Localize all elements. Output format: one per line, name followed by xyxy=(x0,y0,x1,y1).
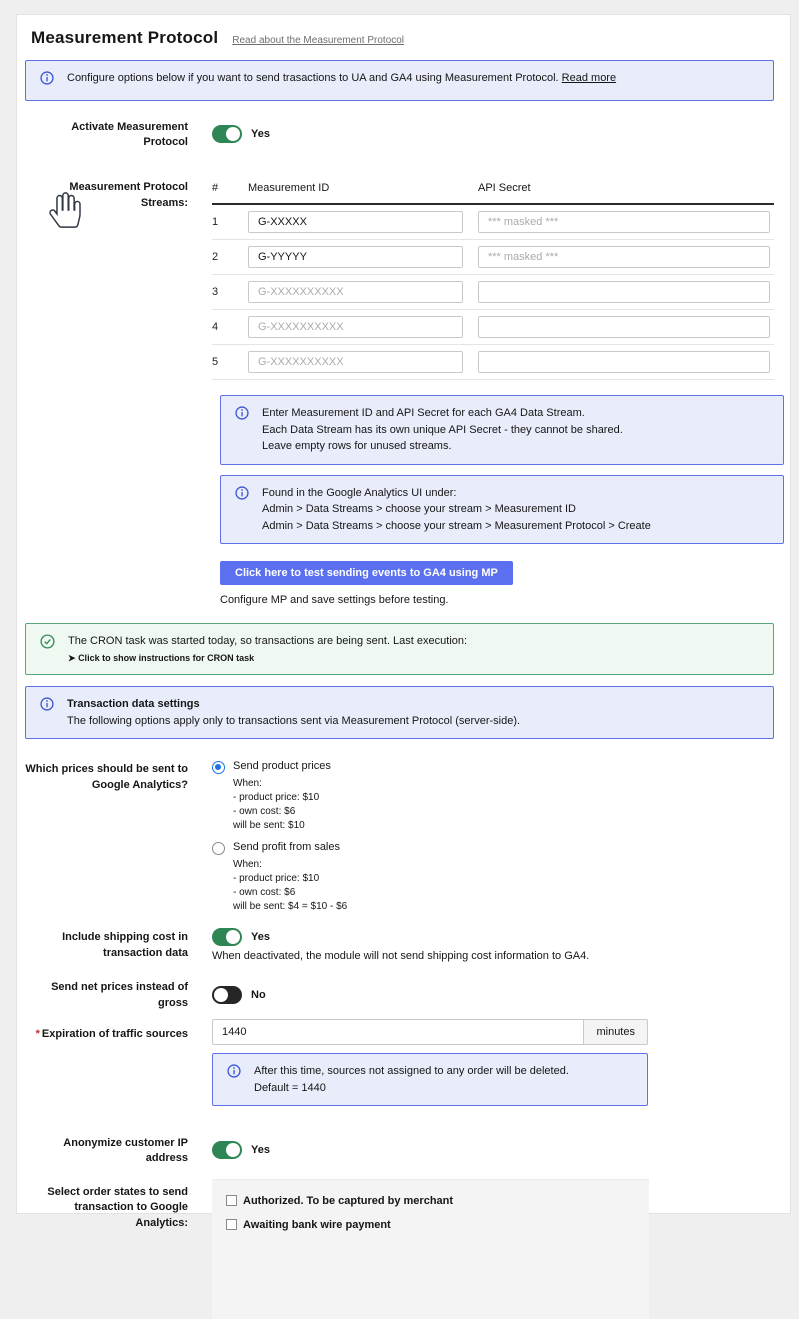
table-row xyxy=(212,204,774,240)
measurement-protocol-panel xyxy=(16,14,791,1231)
shipping-help: When deactivated, the module will not send shipping cost information to GA4. xyxy=(212,950,590,963)
activate-state: Yes xyxy=(251,127,270,140)
test-note: Configure MP and save settings before testing. xyxy=(220,594,449,607)
radio-details: When: - product price: $10 - own cost: $6 will be sent: $10 xyxy=(233,778,320,832)
net-prices-row xyxy=(25,978,774,1011)
col-header-num: # xyxy=(212,178,248,204)
streams-info-line1: Enter Measurement ID and API Secret for each GA4 Data Stream. xyxy=(262,407,585,420)
api-secret-input-4[interactable] xyxy=(478,316,770,338)
ga-ui-info-line3: Admin > Data Streams > choose your stream > Measurement Protocol > Create xyxy=(262,519,651,532)
streams-label: Measurement Protocol Streams: xyxy=(69,181,188,209)
radio-option-profit[interactable] xyxy=(212,841,774,855)
streams-info-line3: Leave empty rows for unused streams. xyxy=(262,440,452,453)
top-info-text: Configure options below if you want to send trasactions to UA and GA4 using Measurement Protocol. xyxy=(67,72,559,84)
toggle-knob xyxy=(226,1143,240,1157)
measurement-id-input-4[interactable] xyxy=(248,316,463,338)
streams-info-alert xyxy=(220,395,784,465)
api-secret-input-2[interactable] xyxy=(478,246,770,268)
row-number: 5 xyxy=(212,345,248,380)
page-title: Measurement Protocol xyxy=(31,28,219,47)
checkbox[interactable] xyxy=(226,1195,237,1206)
order-states-label: Select order states to send transaction to Google Analytics: xyxy=(47,1185,188,1229)
net-prices-state: No xyxy=(251,988,266,1001)
toggle-knob xyxy=(226,127,240,141)
toggle-knob xyxy=(226,930,240,944)
info-icon xyxy=(235,486,249,535)
shipping-label: Include shipping cost in transaction data xyxy=(62,931,188,959)
checkbox-label: Authorized. To be captured by merchant xyxy=(243,1194,454,1207)
anonymize-state: Yes xyxy=(251,1144,270,1157)
transaction-settings-title: Transaction data settings xyxy=(67,698,200,711)
radio-option-product-prices[interactable] xyxy=(212,760,774,774)
expiration-input-group xyxy=(212,1019,648,1045)
read-about-link[interactable]: Read about the Measurement Protocol xyxy=(232,35,405,46)
expiration-input[interactable] xyxy=(212,1019,584,1045)
test-mp-button[interactable]: Click here to test sending events to GA4 using MP xyxy=(220,561,513,585)
shipping-row xyxy=(25,928,774,962)
shipping-state: Yes xyxy=(251,931,270,944)
radio-button[interactable] xyxy=(212,761,225,774)
row-number: 2 xyxy=(212,240,248,275)
activate-toggle[interactable] xyxy=(212,125,242,143)
row-number: 3 xyxy=(212,275,248,310)
read-more-link[interactable]: Read more xyxy=(561,72,617,84)
streams-row xyxy=(25,178,774,380)
table-row xyxy=(212,310,774,345)
prices-label: Which prices should be sent to Google Analytics? xyxy=(25,763,188,791)
info-icon xyxy=(235,406,249,455)
expiration-info-line2: Default = 1440 xyxy=(254,1081,326,1094)
streams-info-line2: Each Data Stream has its own unique API Secret - they cannot be shared. xyxy=(262,423,623,436)
toggle-knob xyxy=(214,988,228,1002)
transaction-settings-alert xyxy=(25,686,774,739)
cron-status-alert xyxy=(25,623,774,675)
measurement-id-input-5[interactable] xyxy=(248,351,463,373)
streams-table xyxy=(212,178,774,380)
expiration-unit: minutes xyxy=(584,1019,648,1045)
radio-button[interactable] xyxy=(212,842,225,855)
table-row xyxy=(212,275,774,310)
order-state-option-bankwire[interactable] xyxy=(226,1219,635,1231)
info-icon xyxy=(40,71,54,91)
anonymize-toggle[interactable] xyxy=(212,1141,242,1159)
check-circle-icon xyxy=(40,634,55,665)
expiration-info-line1: After this time, sources not assigned to any order will be deleted. xyxy=(254,1065,569,1078)
anonymize-row xyxy=(25,1134,774,1167)
col-header-secret: API Secret xyxy=(478,178,774,204)
api-secret-input-1[interactable] xyxy=(478,211,770,233)
order-states-row xyxy=(25,1179,774,1319)
expiration-info-alert xyxy=(212,1053,648,1106)
measurement-id-input-2[interactable] xyxy=(248,246,463,268)
row-number: 1 xyxy=(212,204,248,240)
shipping-toggle[interactable] xyxy=(212,928,242,946)
activate-row xyxy=(25,118,774,151)
ga-ui-info-alert xyxy=(220,475,784,545)
prices-row xyxy=(25,760,774,914)
table-row xyxy=(212,240,774,275)
top-info-alert xyxy=(25,60,774,101)
checkbox[interactable] xyxy=(226,1219,237,1230)
measurement-id-input-1[interactable] xyxy=(248,211,463,233)
radio-details: When: - product price: $10 - own cost: $6 will be sent: $4 = $10 - $6 xyxy=(233,859,348,913)
ga-ui-info-line1: Found in the Google Analytics UI under: xyxy=(262,486,457,499)
row-number: 4 xyxy=(212,310,248,345)
api-secret-input-5[interactable] xyxy=(478,351,770,373)
expiration-label: * Expiration of traffic sources xyxy=(35,1028,188,1041)
transaction-settings-body: The following options apply only to transactions sent via Measurement Protocol (server-side). xyxy=(67,714,521,727)
info-icon xyxy=(227,1064,241,1096)
cron-instructions-link[interactable]: ➤ Click to show instructions for CRON task xyxy=(68,652,255,663)
required-asterisk: * xyxy=(35,1028,40,1041)
net-prices-toggle[interactable] xyxy=(212,986,242,1004)
ga-ui-info-line2: Admin > Data Streams > choose your stream > Measurement ID xyxy=(262,503,576,516)
order-state-option-authorized[interactable] xyxy=(226,1195,635,1207)
info-icon xyxy=(40,697,54,729)
arrow-icon: ➤ xyxy=(68,652,76,663)
col-header-id: Measurement ID xyxy=(248,178,478,204)
page-header xyxy=(31,28,774,48)
expiration-row xyxy=(25,1019,774,1106)
cron-line1: The CRON task was started today, so transactions are being sent. Last execution: xyxy=(68,635,468,648)
order-states-panel xyxy=(212,1179,649,1319)
anonymize-label: Anonymize customer IP address xyxy=(63,1137,188,1165)
radio-label: Send profit from sales xyxy=(233,841,340,854)
measurement-id-input-3[interactable] xyxy=(248,281,463,303)
radio-label: Send product prices xyxy=(233,760,331,773)
api-secret-input-3[interactable] xyxy=(478,281,770,303)
net-prices-label: Send net prices instead of gross xyxy=(51,981,188,1009)
activate-label: Activate Measurement Protocol xyxy=(71,120,188,148)
checkbox-label: Awaiting bank wire payment xyxy=(243,1218,391,1231)
table-row xyxy=(212,345,774,380)
